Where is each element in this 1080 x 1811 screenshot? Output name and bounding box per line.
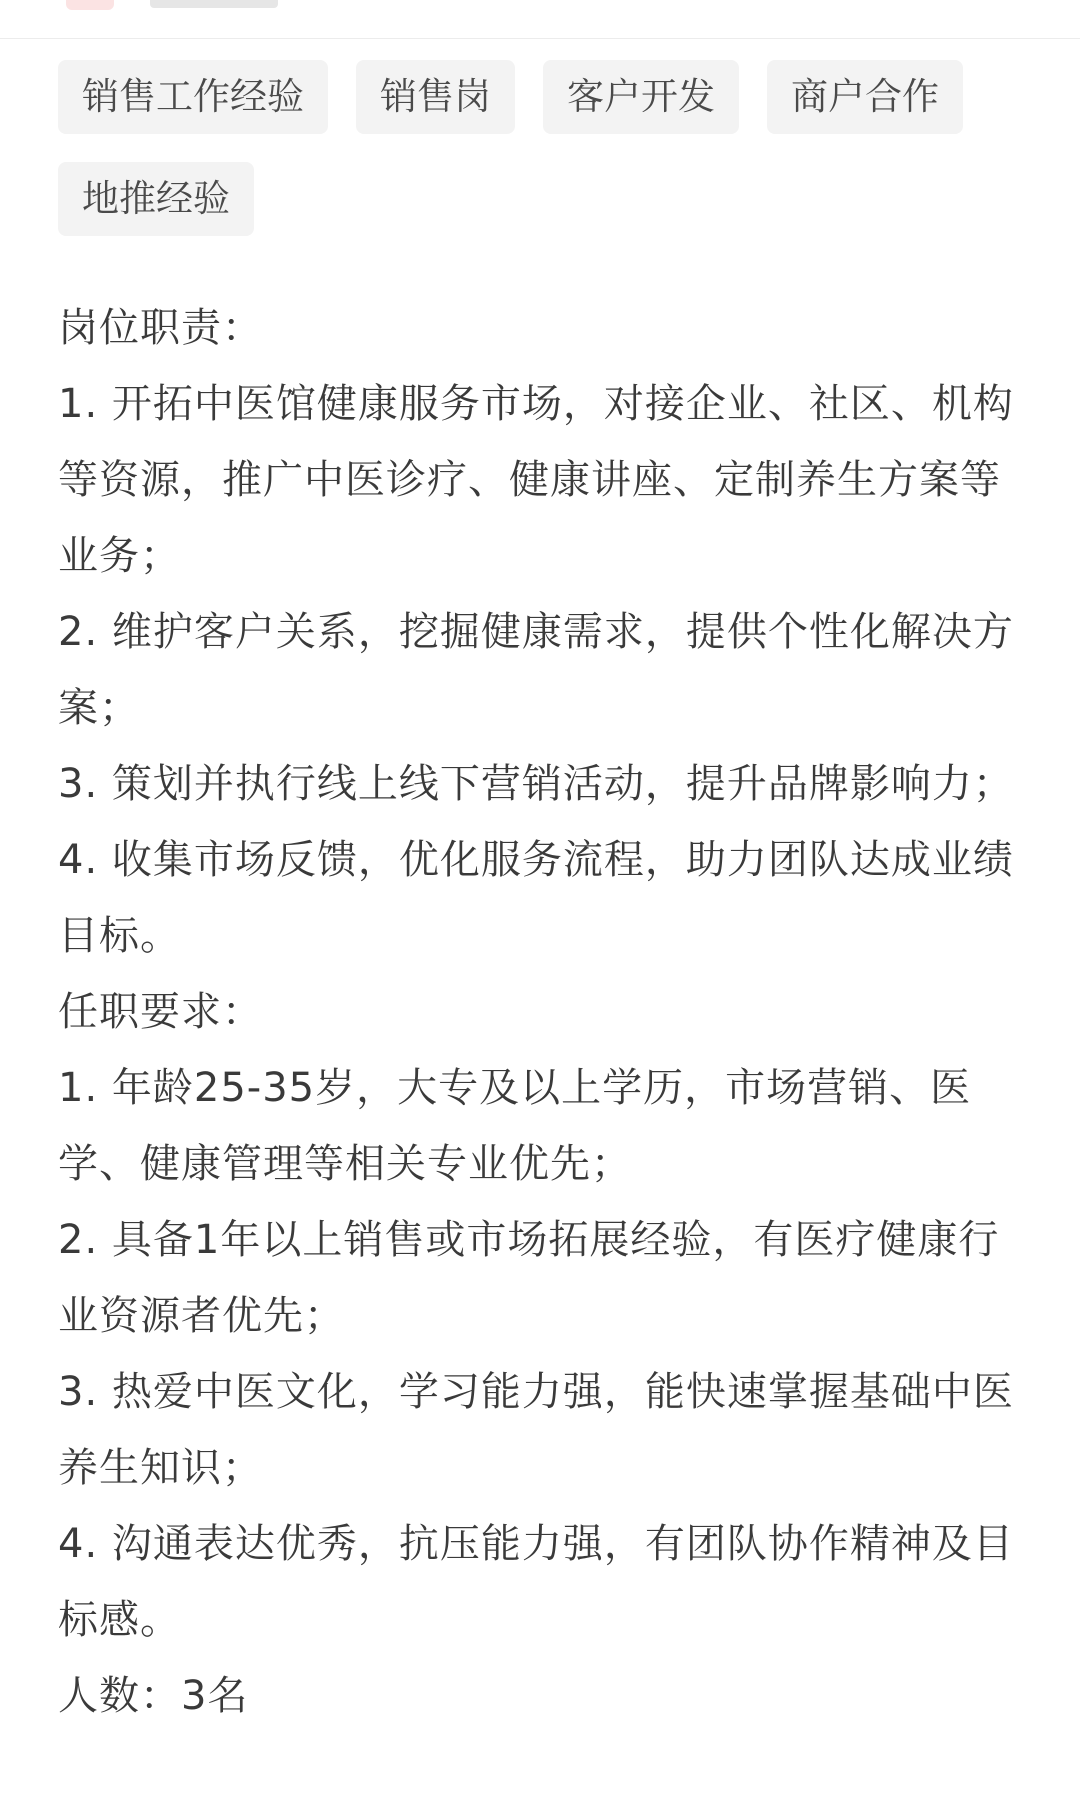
duty-item-4: 4. 收集市场反馈，优化服务流程，助力团队达成业绩目标。 (58, 837, 1014, 959)
tag-sales-position[interactable]: 销售岗 (356, 60, 515, 134)
duty-item-2: 2. 维护客户关系，挖掘健康需求，提供个性化解决方案； (58, 609, 1014, 731)
job-description (58, 290, 1038, 1734)
tag-customer-development[interactable]: 客户开发 (543, 60, 739, 134)
tag-merchant-cooperation[interactable]: 商户合作 (767, 60, 963, 134)
header-strip (0, 0, 1080, 39)
skill-tags (58, 60, 1038, 236)
requirement-item-2: 2. 具备1年以上销售或市场拓展经验，有医疗健康行业资源者优先； (58, 1217, 1000, 1339)
tag-sales-experience[interactable]: 销售工作经验 (58, 60, 328, 134)
tag-ground-promotion[interactable]: 地推经验 (58, 162, 254, 236)
requirements-heading: 任职要求： (58, 989, 263, 1035)
company-logo (66, 0, 114, 10)
duty-item-1: 1. 开拓中医馆健康服务市场，对接企业、社区、机构等资源，推广中医诊疗、健康讲座、定制养生方案等业务； (58, 381, 1014, 579)
duty-item-3: 3. 策划并执行线上线下营销活动，提升品牌影响力； (58, 761, 1014, 807)
header-title-cropped (150, 0, 278, 8)
duties-heading: 岗位职责： (58, 305, 263, 351)
requirement-item-3: 3. 热爱中医文化，学习能力强，能快速掌握基础中医养生知识； (58, 1369, 1014, 1491)
requirement-item-1: 1. 年龄25-35岁，大专及以上学历，市场营销、医学、健康管理等相关专业优先； (58, 1065, 972, 1187)
requirement-item-4: 4. 沟通表达优秀，抗压能力强，有团队协作精神及目标感。 (58, 1521, 1014, 1643)
headcount: 人数：3名 (58, 1673, 249, 1719)
